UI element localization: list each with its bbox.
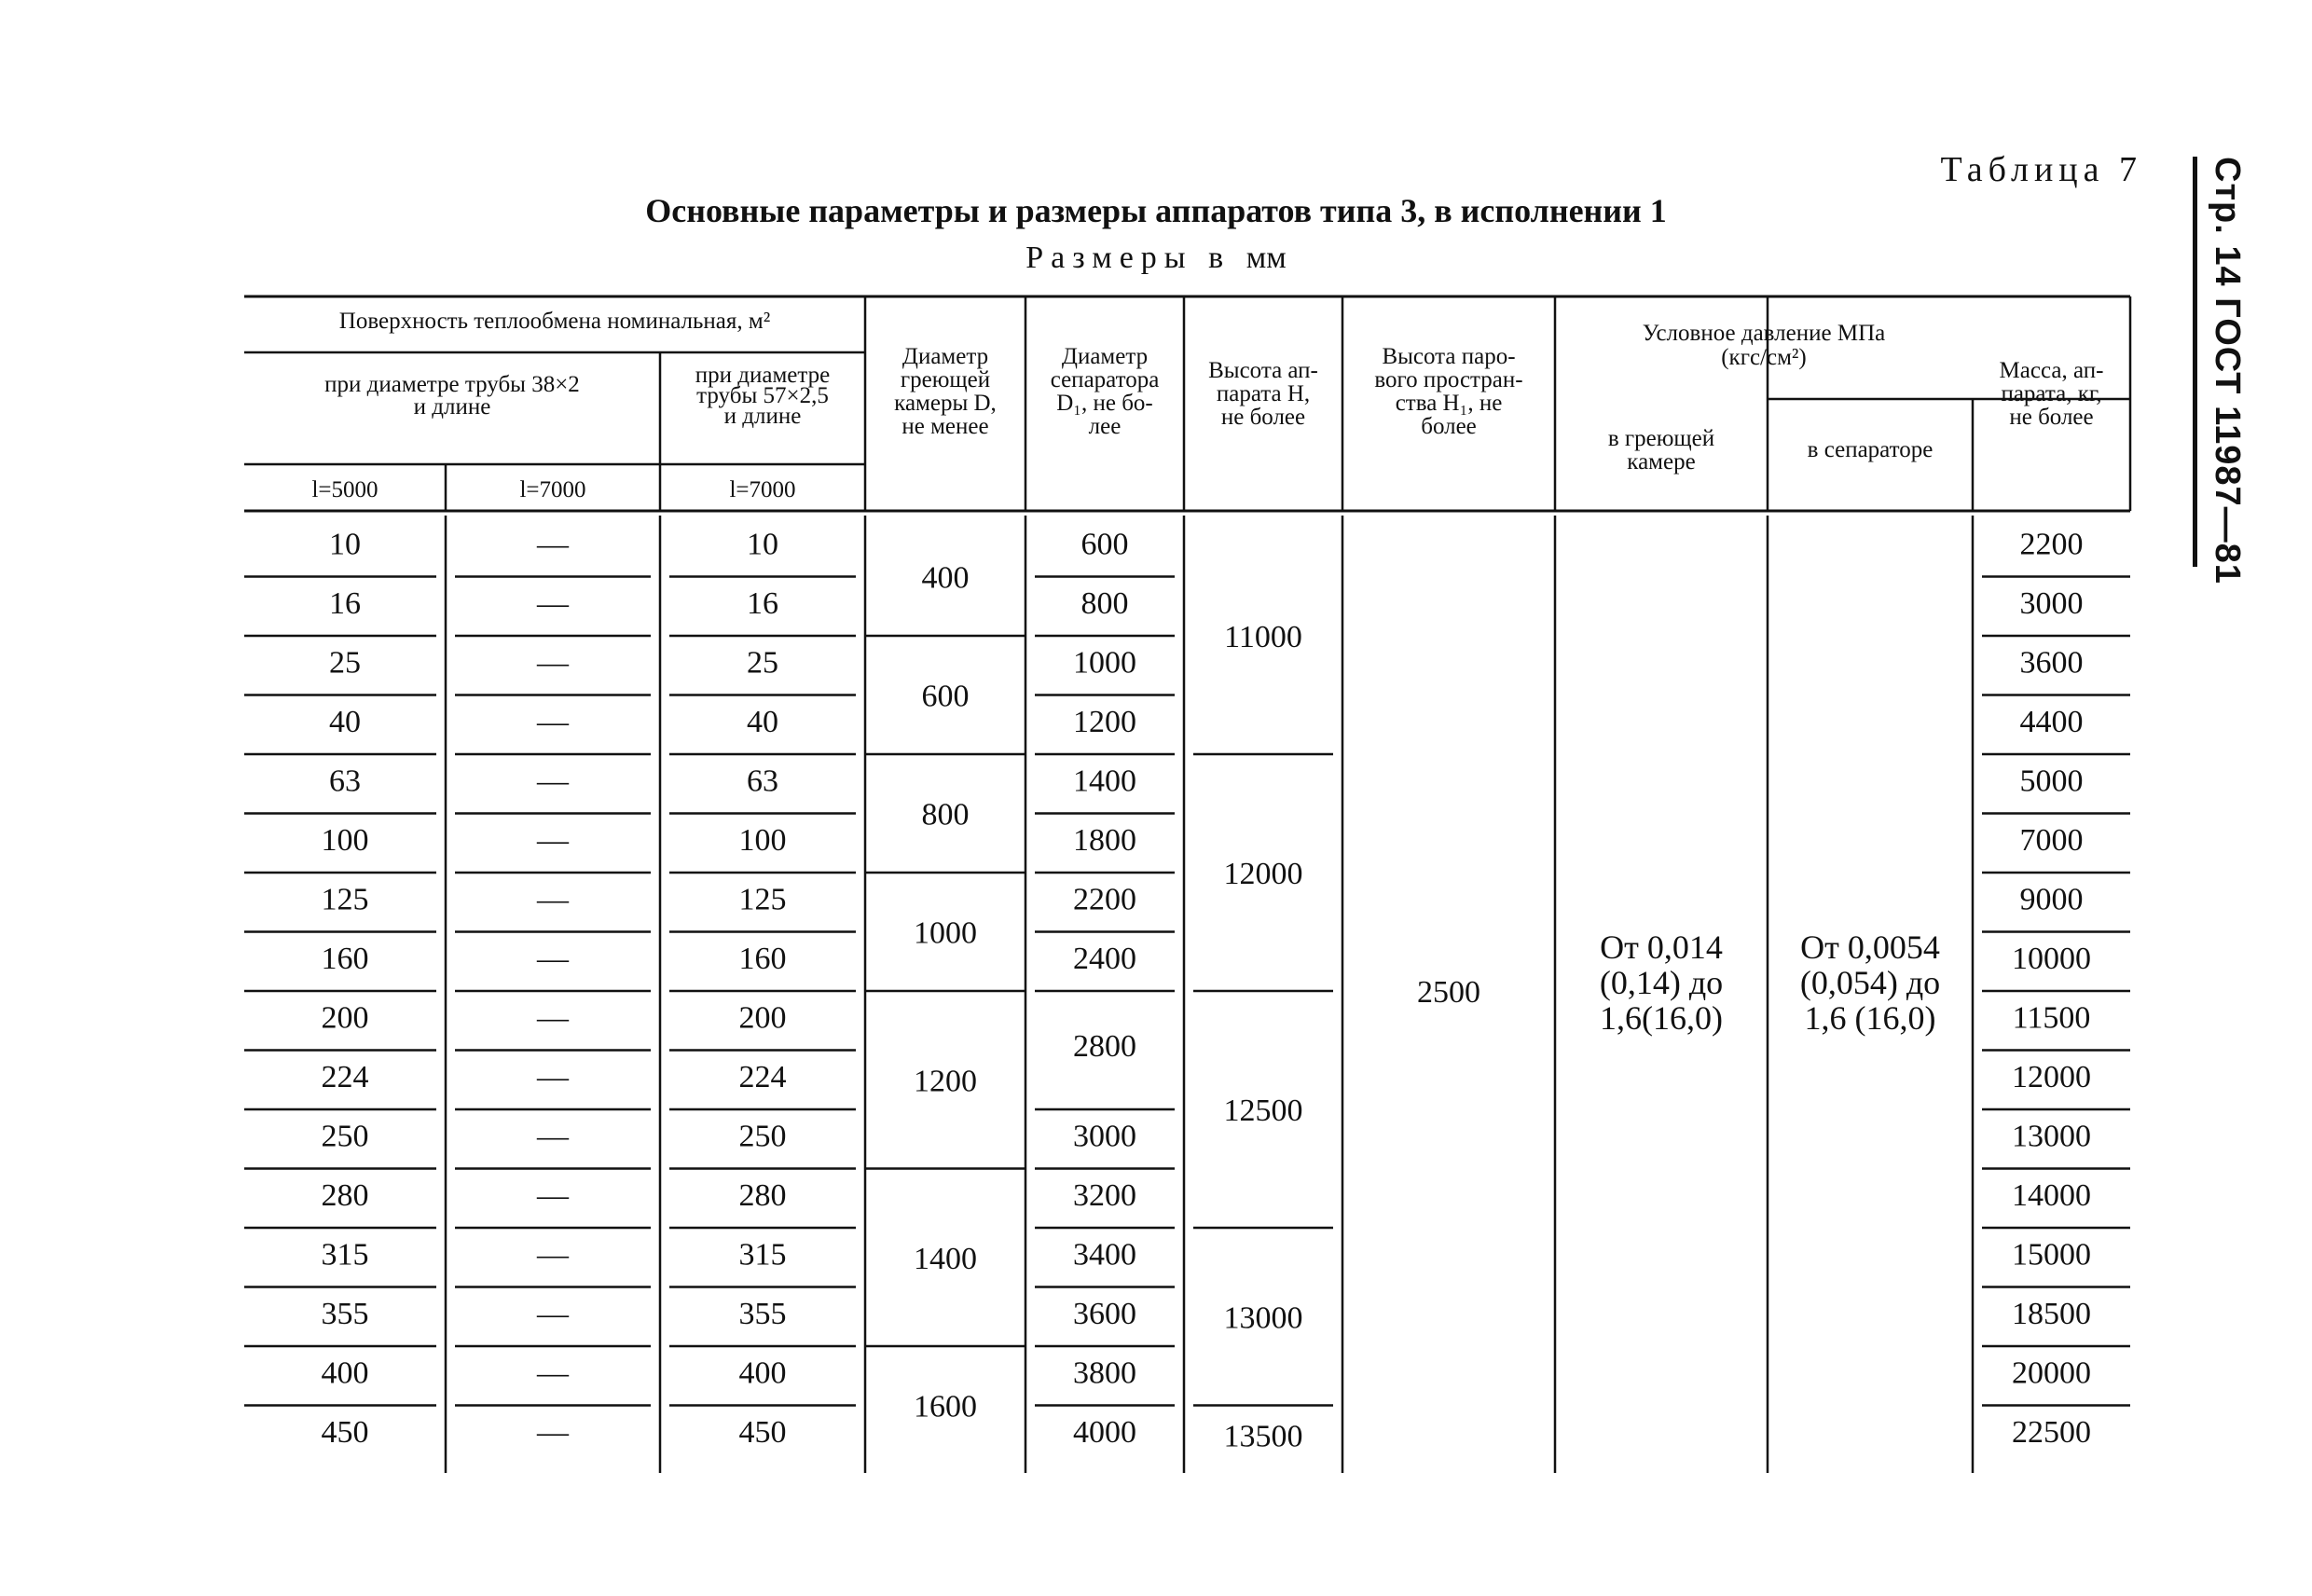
- header-tube57-line-3: и длине: [723, 404, 802, 429]
- cell-mass: 5000: [2019, 764, 2084, 799]
- cell-tube57-l7000: 16: [747, 585, 778, 621]
- header-chamber-line-4: не менее: [901, 414, 989, 439]
- cell-tube57-l7000: 125: [738, 882, 787, 917]
- table-number: Таблица 7: [1940, 150, 2142, 189]
- header-steam-line-1: Высота паро-: [1382, 344, 1516, 369]
- cell-tube38-l7000: —: [537, 764, 569, 799]
- page-side-label: Стр. 14 ГОСТ 11987—81: [2208, 157, 2247, 585]
- cell-height: 13000: [1223, 1300, 1303, 1336]
- header-separator-line-3: D₁, не бо-: [1056, 391, 1153, 416]
- cell-tube38-l7000: —: [537, 527, 569, 562]
- header-steam-line-2: вого простран-: [1374, 367, 1523, 392]
- cell-mass: 4400: [2019, 704, 2084, 739]
- header-separator-line-1: Диаметр: [1061, 344, 1149, 369]
- header-pressure-line-1: Условное давление МПа: [1642, 321, 1886, 346]
- cell-chamber: 1400: [914, 1241, 977, 1276]
- cell-tube57-l7000: 10: [747, 527, 778, 562]
- cell-separator: 1400: [1073, 764, 1136, 799]
- header-steam-line-4: более: [1421, 414, 1477, 439]
- cell-tube57-l7000: 400: [738, 1355, 787, 1391]
- header-l5000: l=5000: [311, 477, 378, 502]
- header-tube38-line-1: при диаметре трубы 38×2: [324, 372, 580, 397]
- header-height-line-2: парата H,: [1216, 381, 1311, 406]
- header-steam-line-3: ства H₁, не: [1395, 391, 1503, 416]
- cell-steam: 2500: [1417, 975, 1480, 1010]
- cell-chamber: 1600: [914, 1389, 977, 1424]
- header-height-line-3: не более: [1220, 405, 1306, 430]
- header-tube57-line-1: при диаметре: [695, 363, 831, 388]
- cell-tube38-l7000: —: [537, 1237, 569, 1273]
- cell-tube57-l7000: 250: [738, 1119, 787, 1154]
- cell-height: 13500: [1223, 1419, 1303, 1454]
- subtitle-text: Размеры в: [1025, 241, 1232, 275]
- cell-separator: 800: [1080, 585, 1129, 621]
- cell-tube38-l5000: 355: [321, 1296, 369, 1331]
- cell-tube38-l5000: 250: [321, 1119, 369, 1154]
- subtitle-units: мм: [1245, 241, 1287, 275]
- cell-tube57-l7000: 40: [747, 704, 778, 739]
- header-mass-line-3: не более: [2009, 405, 2094, 430]
- cell-tube38-l7000: —: [537, 1000, 569, 1036]
- cell-pressure-separator-line-1: От 0,0054: [1800, 929, 1940, 966]
- cell-tube38-l5000: 25: [329, 645, 361, 681]
- cell-height: 12500: [1223, 1094, 1303, 1128]
- cell-tube57-l7000: 160: [738, 941, 787, 976]
- cell-separator: 3600: [1073, 1296, 1136, 1331]
- cell-tube38-l5000: 125: [321, 882, 369, 917]
- cell-mass: 22500: [2012, 1414, 2091, 1450]
- cell-pressure-separator-line-2: (0,054) до: [1799, 964, 1941, 1001]
- cell-tube57-l7000: 280: [738, 1177, 787, 1213]
- cell-tube38-l7000: —: [537, 941, 569, 976]
- cell-separator: 3200: [1073, 1177, 1136, 1213]
- table-title: Основные параметры и размеры аппаратов типа 3, в исполнении 1: [645, 192, 1667, 229]
- cell-mass: 20000: [2012, 1355, 2091, 1391]
- cell-separator: 1800: [1073, 822, 1136, 858]
- cell-tube38-l7000: —: [537, 1414, 569, 1450]
- cell-separator: 2200: [1073, 882, 1136, 917]
- cell-mass: 11500: [2012, 1000, 2091, 1036]
- cell-tube38-l5000: 100: [321, 822, 369, 858]
- cell-height: 11000: [1224, 620, 1302, 654]
- header-separator-line-2: сепаратора: [1050, 367, 1160, 392]
- cell-tube38-l5000: 450: [321, 1414, 369, 1450]
- cell-mass: 3000: [2019, 585, 2084, 621]
- cell-separator: 2400: [1073, 941, 1136, 976]
- cell-mass: 12000: [2012, 1059, 2091, 1094]
- cell-chamber: 1200: [914, 1064, 977, 1099]
- cell-separator: 3800: [1073, 1355, 1136, 1391]
- cell-height: 12000: [1223, 857, 1303, 891]
- cell-tube38-l7000: —: [537, 822, 569, 858]
- header-tube38-line-2: и длине: [413, 394, 491, 420]
- header-l7000-a: l=7000: [519, 477, 586, 502]
- cell-tube38-l7000: —: [537, 1177, 569, 1213]
- header-chamber-line-3: камеры D,: [894, 391, 997, 416]
- cell-tube38-l5000: 10: [329, 527, 361, 562]
- cell-tube57-l7000: 100: [738, 822, 787, 858]
- cell-tube38-l7000: —: [537, 704, 569, 739]
- cell-tube57-l7000: 224: [738, 1059, 787, 1094]
- header-mass-line-2: парата, кг,: [2001, 381, 2102, 406]
- cell-tube38-l5000: 200: [321, 1000, 369, 1036]
- header-height-line-1: Высота ап-: [1208, 358, 1318, 383]
- cell-separator: 4000: [1073, 1414, 1136, 1450]
- cell-mass: 10000: [2012, 941, 2091, 976]
- cell-tube57-l7000: 200: [738, 1000, 787, 1036]
- cell-pressure-heating-line-3: 1,6(16,0): [1600, 999, 1723, 1037]
- cell-mass: 3600: [2019, 645, 2084, 681]
- cell-tube38-l7000: —: [537, 645, 569, 681]
- cell-tube38-l7000: —: [537, 1296, 569, 1331]
- cell-tube38-l5000: 224: [321, 1059, 369, 1094]
- cell-separator: 1000: [1073, 645, 1136, 681]
- header-pressure-heating-line-1: в греющей: [1607, 426, 1715, 451]
- header-chamber-line-2: греющей: [900, 367, 991, 392]
- cell-tube38-l7000: —: [537, 1355, 569, 1391]
- cell-tube38-l5000: 63: [329, 764, 361, 799]
- cell-tube38-l7000: —: [537, 1059, 569, 1094]
- cell-chamber: 600: [921, 679, 970, 714]
- cell-mass: 13000: [2012, 1119, 2091, 1154]
- cell-tube38-l5000: 160: [321, 941, 369, 976]
- header-separator-line-4: лее: [1088, 414, 1122, 439]
- cell-mass: 15000: [2012, 1237, 2091, 1273]
- header-pressure-line-2: (кгс/см²): [1721, 345, 1807, 370]
- cell-mass: 2200: [2019, 527, 2084, 562]
- cell-separator: 3400: [1073, 1237, 1136, 1273]
- header-mass-line-1: Масса, ап-: [1999, 358, 2104, 383]
- cell-pressure-separator-line-3: 1,6 (16,0): [1804, 999, 1936, 1037]
- header-pressure-separator: в сепараторе: [1807, 437, 1934, 462]
- cell-tube38-l5000: 315: [321, 1237, 369, 1273]
- cell-tube38-l7000: —: [537, 882, 569, 917]
- cell-separator: 2800: [1073, 1028, 1136, 1064]
- cell-mass: 7000: [2019, 822, 2084, 858]
- header-l7000-b: l=7000: [729, 477, 796, 502]
- cell-mass: 9000: [2019, 882, 2084, 917]
- cell-tube57-l7000: 355: [738, 1296, 787, 1331]
- cell-chamber: 1000: [914, 915, 977, 951]
- cell-tube38-l7000: —: [537, 1119, 569, 1154]
- header-tube57-line-2: трубы 57×2,5: [696, 383, 829, 408]
- cell-tube57-l7000: 63: [747, 764, 778, 799]
- header-chamber-line-1: Диаметр: [901, 344, 989, 369]
- cell-tube57-l7000: 25: [747, 645, 778, 681]
- cell-chamber: 800: [921, 797, 970, 832]
- cell-mass: 18500: [2012, 1296, 2091, 1331]
- cell-tube38-l5000: 280: [321, 1177, 369, 1213]
- cell-tube38-l5000: 40: [329, 704, 361, 739]
- cell-separator: 3000: [1073, 1119, 1136, 1154]
- cell-tube57-l7000: 315: [738, 1237, 787, 1273]
- cell-pressure-heating-line-1: От 0,014: [1600, 929, 1723, 966]
- cell-tube38-l5000: 16: [329, 585, 361, 621]
- header-pressure-heating-line-2: камере: [1627, 449, 1696, 475]
- cell-separator: 1200: [1073, 704, 1136, 739]
- header-surface: Поверхность теплообмена номинальная, м²: [338, 309, 771, 334]
- cell-separator: 600: [1080, 527, 1129, 562]
- cell-tube38-l5000: 400: [321, 1355, 369, 1391]
- cell-mass: 14000: [2012, 1177, 2091, 1213]
- cell-chamber: 400: [921, 560, 970, 596]
- cell-pressure-heating-line-2: (0,14) до: [1599, 964, 1724, 1001]
- cell-tube38-l7000: —: [537, 585, 569, 621]
- cell-tube57-l7000: 450: [738, 1414, 787, 1450]
